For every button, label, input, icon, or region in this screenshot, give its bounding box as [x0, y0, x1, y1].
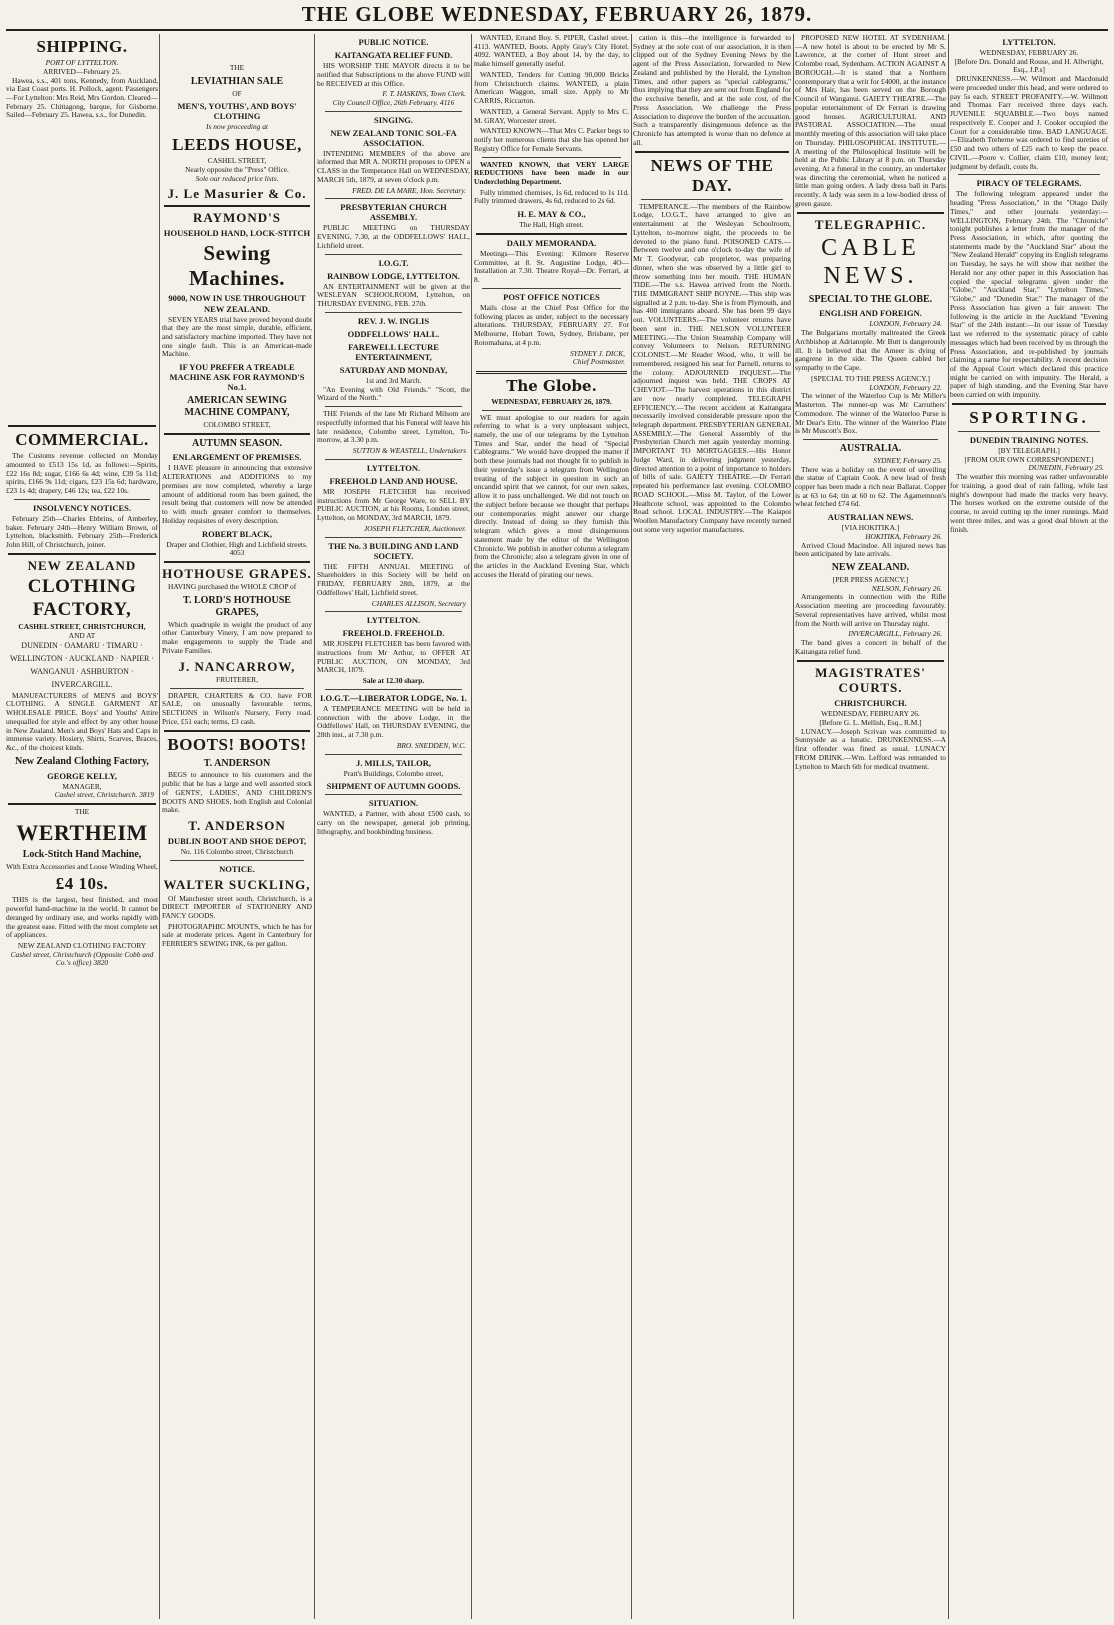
- shipping-filler: [6, 122, 158, 422]
- reductions: WANTED KNOWN, that VERY LARGE REDUCTIONS have been made in our Underclothing Department.: [474, 159, 629, 187]
- austral-news: AUSTRALIAN NEWS.: [827, 512, 914, 523]
- sydney-date: SYDNEY, February 25.: [873, 455, 942, 465]
- globe-nameplate: The Globe.: [506, 377, 597, 396]
- lyttelton-before: [Before Drs. Donald and Rouse, and H. Allwright, Esq., J.P.s]: [954, 56, 1104, 75]
- post-text: Mails close at the Chief Post Office for the following places as under, subject to the necessary alterations. THURSDAY, FEBRUARY 27. For Melbourne, Hobart Town, Sydney, Brisbane, per Rotomahana, at 4 p.m.: [474, 302, 629, 347]
- presby-text: PUBLIC MEETING on THURSDAY EVENING, 7.30, at the ODDFELLOWS' HALL, Lichfield street.: [317, 223, 470, 250]
- clothing-heading-1: NEW ZEALAND: [27, 557, 137, 573]
- sutton: SUTTON & WEASTELL, Undertakers: [352, 446, 466, 456]
- clothing-address: CASHEL STREET, CHRISTCHURCH,: [18, 622, 146, 631]
- saturday: SATURDAY AND MONDAY,: [339, 364, 448, 375]
- public-notice: PUBLIC NOTICE.: [358, 37, 429, 47]
- insolvency-heading: INSOLVENCY NOTICES.: [32, 502, 132, 513]
- nelson-date: NELSON, February 26.: [871, 583, 942, 593]
- iogt: I.O.G.T.: [378, 257, 409, 268]
- lyttelton-head: LYTTELTON.: [1002, 37, 1056, 47]
- march: 1st and 3rd March.: [365, 375, 422, 385]
- telegraphic: TELEGRAPHIC.: [814, 216, 927, 232]
- column-6: [795, 34, 946, 1619]
- wertheim-price: £4 10s.: [55, 874, 109, 894]
- nancarrow-trade: FRUITERER,: [215, 674, 259, 684]
- nancarrow: J. NANCARROW,: [178, 658, 296, 674]
- snedden: BRO. SNEDDEN, W.C.: [396, 740, 466, 750]
- masthead-rule: [6, 29, 1108, 31]
- column-divider: [948, 34, 949, 1619]
- leeds-opp: Nearly opposite the "Press" Office.: [185, 164, 289, 174]
- wertheim-sub2: With Extra Accessories and Loose Winding Wheel,: [6, 861, 158, 871]
- london-date-2: LONDON, February 22.: [869, 382, 942, 392]
- black-addr: Draper and Clothier, High and Lichfield streets. 4053: [166, 539, 308, 558]
- photo-text: PHOTOGRAPHIC MOUNTS, which he has for sale at moderate prices. Agent in Canterbury for FERRIER'S SEWING INK, 6s per gallon.: [162, 921, 312, 949]
- may: H. E. MAY & CO.,: [517, 209, 586, 220]
- invercargill-date: INVERCARGILL, February 26.: [848, 629, 942, 639]
- grapes-heading: HOTHOUSE GRAPES.: [162, 566, 312, 581]
- column-divider: [793, 34, 794, 1619]
- autumn-heading: AUTUMN SEASON.: [191, 437, 282, 449]
- factory-footer-addr: Cashel street, Christchurch (Opposite Cobb and Co.'s office) 3820: [10, 949, 154, 968]
- wanted-text: WANTED, Errand Boy. S. PIPER, Cashel street. 4113. WANTED, Boots. Apply Gray's City Hotel. 4092. WANTED, a Boy about 14, by the day, to make himself generally useful.: [474, 34, 629, 69]
- hokitika-text: Arrived Cloud Macindoe. All injured news has been anticipated by late arrivals.: [795, 540, 946, 559]
- memoranda: DAILY MEMORANDA.: [506, 237, 597, 248]
- leviathan-heading: LEVIATHIAN SALE: [190, 75, 284, 87]
- chemises: Fully trimmed chemises, 1s 6d, reduced to 1s 11d. Fully trimmed drawers, 4s 6d, reduced to 2s 6d.: [474, 187, 629, 206]
- oddfellows: ODDFELLOWS' HALL.: [347, 328, 440, 339]
- freehold2: FREEHOLD. FREEHOLD.: [342, 628, 445, 639]
- mills-addr: Pratt's Buildings, Colombo street,: [343, 768, 444, 778]
- farewell: FAREWELL LECTURE ENTERTAINMENT,: [348, 341, 439, 362]
- cable-news: CABLE NEWS.: [821, 235, 920, 290]
- american-heading: AMERICAN SEWING MACHINE COMPANY,: [184, 395, 290, 419]
- clothing-manager: GEORGE KELLY,: [47, 770, 117, 781]
- clothing-towns: DUNEDIN · OAMARU · TIMARU · WELLINGTON · AUCKLAND · NAPIER · WANGANUI · ASHBURTON · INVERCARGILL.: [9, 641, 155, 689]
- wertheim-the: THE: [74, 807, 90, 817]
- leader-continued: cation is this—the intelligence is forwarded to Sydney at the sole cost of our association, it is then clipped out of the Sydney Evening News by the agent of the Press Association, forwarded to New Zealand and published by the Herald, the Lyttelton Times, and other papers as "special cablegrams," thus implying that they are sent out from England for the exclusive benefit, and at the sole cost, of the Press Association. We challenge the Press Association to disprove the burden of the accusation. Such a transparently disingenuous defence as the Chronicle has attempted is worse than no defence at all.: [633, 34, 791, 147]
- special-to-globe: SPECIAL TO THE GLOBE.: [808, 293, 933, 305]
- wanted-general: WANTED, a General Servant. Apply to Mrs C. M. GRAY, Worcester street.: [474, 106, 629, 125]
- leviathan-sub: MEN'S, YOUTHS', AND BOYS' CLOTHING: [177, 101, 297, 122]
- australia: AUSTRALIA.: [839, 443, 902, 454]
- situation-text: WANTED, a Partner, with about £500 cash, to carry on the newspaper, general job printing, lithography, and bookbinding business.: [317, 809, 470, 836]
- lyttelton: LYTTELTON.: [366, 462, 421, 473]
- aus-text: There was a holiday on the event of unveiling the statue of Captain Cook. A new lead of fresh copper has been made a rich near Ballarat. Copper is at 63 to 64; tin at 60 to 62. The Agamemnon's wheat fetched £74 6d.: [795, 464, 946, 509]
- piracy-text: The following telegram appeared under the heading "Press Association," in the "Otago Daily Times," and other journals yesterday:—WELLINGTON, February 24th. The "Chronicle" tonight publishes a letter from the manager of the Press Association, in which, after quoting the statements made by the "Auckland Star" about the "New Zealand Herald" copying its English telegrams on Tuesday, he says he will show that neither the Herald nor any other paper in this Association has copied the special telegrams given under the "Globe," "Auckland Star," "Lyttelton Times," "Globe," and "Dunedin Star." The manager of the Press Association has given a fair answer. The following is the article in the Auckland "Evening Star" of the 24th instant:—In our issue of Tuesday last we referred to the systematic piracy of cable messages which had been received by us through the Press Association, and re-published by journals claiming a name for respectability. A recent decision of the Appeal Court which declared this practice might be carried on with impunity. The Herald, a paper of high standing, and the Evening Star have been carried on with impunity.: [950, 189, 1108, 400]
- leeds-sole: Sole our reduced price lists.: [195, 173, 279, 183]
- boots-text: BEGS to announce to his customers and the public that he has a large and well assorted stock of GENTS', LADIES', AND CHILDREN'S BOOTS AND SHOES, both English and Colonial make.: [162, 770, 312, 815]
- masurier: J. Le Masurier & Co.: [167, 186, 307, 202]
- clothing-footer: New Zealand Clothing Factory,: [15, 755, 149, 767]
- funeral-text: THE Friends of the late Mr Richard Milsom are respectfully informed that his Funeral will leave his late residence, Colombo street, Lyttelton, To-morrow, at 3.30 p.m.: [317, 409, 470, 445]
- black: ROBERT BLACK,: [202, 528, 272, 539]
- anderson: T. ANDERSON: [203, 757, 271, 769]
- news-text: TEMPERANCE.—The members of the Rainbow Lodge, I.O.G.T., have arranged to give an entertainment at the Wesleyan Schoolroom, Lyttelton, to-morrow night, the proceeds to be devoted to the piano fund. POISONED CATS.—Between twelve and one o'clock to-day the wife of Mr T. Goodyear, cab proprietor, was preparing dinner, when she was observed by a little girl to throw something into her mouth. THE HUMAN TIDE.—The s.s. Hawea arrived from the North. THE IMMIGRANT SHIP BOYNE.—This ship was signalled at 2 p.m. to-day. She is from Plymouth, and has 400 immigrants aboard. She has been 99 days out. VOLUNTEERS.—The volunteer returns have been sent in. THE NELSON VOLUNTEER MEETING.—The Union Steamship Company will convey Volunteers to Nelson. RETURNING COLONIST.—Mr Reader Wood, who, it will be remembered, resigned his seat for Parnell, returns to the colony. ADJOURNED INQUEST.—The adjourned inquest was held. THE CROPS AT CHEVIOT.—The harvest operations in this district are now nearly completed. TELEGRAPH EFFICIENCY.—The recent accident at Kaitangata necessarily involved considerable pressure upon the telegraph department. PRESBYTERIAN GENERAL ASSEMBLY.—The General Assembly of the Presbyterian Church met again yesterday morning. IMPORTANT TO MORTGAGEES.—His Honor Judge Ward, in delivering judgment yesterday, directed attention to a point of importance to holders of bills of sale. GAIETY THEATRE.—Dr Ferrari repeated his performance last evening. COLOMBO ROAD SCHOOL.—Miss M. Taylor, of the Lower Heathcote school, was appointed to the Colombo Road school. LOCAL INDUSTRY.—The Kaiapoi Woollen Manufactory Company have recently turned out some very superior manufactures.: [633, 201, 791, 534]
- fletcher: JOSEPH FLETCHER, Auctioneer.: [363, 523, 466, 533]
- evening: "An Evening with Old Friends." "Scott, the Wizard of the North.": [317, 384, 470, 403]
- column-divider: [631, 34, 632, 1619]
- wanted-text2: WANTED, Tenders for Cutting 90,000 Bricks from Christchurch claims. WANTED, a plain American Waggon, small size. Apply to Mr CARRIS, Riccarton.: [474, 69, 629, 106]
- allison: CHARLES ALLISON, Secretary: [371, 598, 466, 608]
- arrived-label: ARRIVED—February 25.: [42, 66, 121, 76]
- leeds-house: LEEDS HOUSE,: [172, 135, 302, 155]
- london-date: LONDON, February 24.: [869, 319, 942, 329]
- draper-text: DRAPER, CHARTERS & CO. have FOR SALE, on unusually favourable terms, SECTIONS in Wilson's Nursery, Ferry road. Price, £51 each; terms, £3 cash.: [162, 690, 312, 726]
- globe-date: WEDNESDAY, FEBRUARY 26, 1879.: [491, 396, 612, 406]
- memo-text: Meetings—This Evening: Kilmore Reserve Committee, at 8. St. Augustine Lodge, 4O—Installation at 7.30. Theatre Royal—Dr. Ferrari, at 8.: [474, 248, 629, 285]
- rainbow: RAINBOW LODGE, LYTTELTON.: [327, 270, 460, 281]
- nz-press: [PER PRESS AGENCY.]: [832, 574, 909, 584]
- leeds-addr: CASHEL STREET,: [207, 156, 267, 166]
- commercial-heading: COMMERCIAL.: [15, 430, 149, 450]
- building-text: THE FIFTH ANNUAL MEETING of Shareholders in this Society will be held on FRIDAY, FEBRUARY 28th, 1879, at the Oddfellows' Hall, Lichfield street.: [317, 561, 470, 597]
- liberator: I.O.G.T.—LIBERATOR LODGE, No. 1.: [320, 692, 467, 703]
- column-3: [317, 34, 470, 1619]
- boots-heading: BOOTS! BOOTS!: [167, 734, 307, 754]
- council: City Council Office, 26th February. 4116: [332, 97, 455, 107]
- dublin-addr: No. 116 Colombo street, Christchurch: [180, 847, 294, 857]
- grapes-text2: Which quadruple in weight the product of any other Canterbury Vinery, I am now prepared to make engagements to supply the Trade and Private Families.: [162, 619, 312, 655]
- news-heading: NEWS OF THE DAY.: [650, 155, 774, 195]
- column-1: [6, 34, 158, 1619]
- raymond-sub: HOUSEHOLD HAND, LOCK-STITCH: [163, 227, 311, 238]
- commercial-text: The Customs revenue collected on Monday amounted to £513 15s 1d, as follows:—Spirits, £22 16s 8d; sugar, £166 6s 4d; wine, £39 5s 11d; spirits, £166 9s 11d; cigars, £23 15s 6d; hardware, £23 1s 4d; drapery, £46 12s; tea, £22 10s.: [6, 451, 158, 496]
- kaitangata-text: HIS WORSHIP THE MAYOR directs it to be notified that Subscriptions to the above FUND will be RECEIVED at this Office.: [317, 61, 470, 88]
- tonic-text: INTENDING MEMBERS of the above are informed that MR A. NORTH proposes to OPEN a CLASS in the Temperance Hall on WEDNESDAY, MARCH 5th, 1879, at seven o'clock p.m.: [317, 148, 470, 184]
- situation: SITUATION.: [368, 798, 419, 809]
- insolvency-text: February 25th—Charles Ebbrins, of Amberley, baker. February 24th—Henry William Brown, of Lyttelton, blacksmith. February 25th—Frederick John Hill, of Christchurch, joiner.: [6, 513, 158, 550]
- post-office: POST OFFICE NOTICES: [503, 291, 600, 302]
- cable-text: The Bulgarians mortally maltreated the Greek Archbishop at Adrianople. Mr Butt is dangerously ill. It is believed that the Ameer is dying of gangrene in the side. The Queen cabled her sympathy to the Cape.: [795, 328, 946, 373]
- raymond-text: SEVEN YEARS trial have proved beyond doubt that they are the most simple, durable, efficient, and satisfactory machine imported. They have not one single fault. This is an American-made Machine.: [162, 314, 312, 359]
- press-agency: [SPECIAL TO THE PRESS AGENCY.]: [811, 373, 930, 383]
- column-5: [633, 34, 791, 1619]
- lyttelton-text: DRUNKENNESS.—W. Wilmott and Macdonald were proceeded under this head, and were ordered to pay 5s each. STREET PROFANITY.—W. Willmott and Thomas Farr received three days each. JUVENILE SQUABBLE.—Two boys named respectively E. Cooper and J. Cooker occupied the Court for a considerable time. BAD LANGUAGE.—Elizabeth Treherne was ordered to find sureties of £50 and two others of £25 each to keep the peace. CIVIL.—Poore v. Collier, claim £10, money lent; judgment by default, costs 8s.: [950, 74, 1108, 171]
- fletcher-text: MR JOSEPH FLETCHER has received instructions from Mr George Ware, to SELL BY PUBLIC AUCTION, at his Rooms, London street, Lyttelton, on MONDAY, 3rd MARCH, 1879.: [317, 486, 470, 523]
- inglis: REV. J. W. INGLIS: [357, 315, 430, 326]
- news-text-2: PROPOSED NEW HOTEL AT SYDENHAM.—A new hotel is about to be erected by Mr S. Lawrence, at the corner of Hunt street and Colombo road, Sydenham. ACTION AGAINST A BOROUGH.—It is stated that a Northern contemporary that a writ for £4000, at the instance of Mrs Hair, has been served on the Borough Council of Wanganui. GAIETY THEATRE.—The popular entertainment of Dr Ferrari is drawing good houses. AGRICULTURAL AND PASTORAL ASSOCIATION.—The usual monthly meeting of this association will take place on Thursday. PHILOSOPHICAL INSTITUTE.—A meeting of the Philosophical Institute will be held at the Public Library at 8 p.m. on Thursday evening. At a funeral in the country, an undertaker was directing the ceremonial, when he noticed a little man going orders. A lady dress ball in Paris recently. A lady was seen in a low-bodied dress of green gauze.: [795, 34, 946, 208]
- raymond-ask: IF YOU PREFER A TREADLE MACHINE ASK FOR RAYMOND'S No.1.: [169, 362, 305, 393]
- english-foreign: ENGLISH AND FOREIGN.: [819, 308, 922, 319]
- column-4: [474, 34, 629, 1619]
- american-addr: COLOMBO STREET,: [203, 419, 271, 429]
- clothing-text: MANUFACTURERS of MEN'S and BOYS' CLOTHING. A SINGLE GARMENT AT WHOLESALE PRICE. Boys' and Youths' Attire unequalled for style and effect by any other house in New Zealand. Men's and Boys' Hats and Caps in immense variety. Hosiery, Shirts, Scarves, Braces, &c., of the choicest kinds.: [6, 690, 158, 753]
- kaitangata-heading: KAITANGATA RELIEF FUND.: [334, 50, 453, 61]
- wanted-known: WANTED KNOWN—That Mrs C. Parker begs to notify her numerous clients that she has opened her Registry Office for Female Servants.: [474, 126, 629, 153]
- hokitika-date: HOKITIKA, February 26.: [865, 531, 942, 541]
- suckling-text: Of Manchester street south, Christchurch, is a DIRECT IMPORTER of STATIONERY AND FANCY GOODS.: [162, 893, 312, 920]
- waterloo: The winner of the Waterloo Cup is Mr Miller's Masterton. The runner-up was Mr Carruthers' Commodore. The winner of the Waterloo Purse is Mr Dear's Erin. The winner of the Waterloo Plate is Mr Muscott's Box.: [795, 391, 946, 436]
- raymond-use: 9000, NOW IN USE THROUGHOUT NEW ZEALAND.: [168, 293, 306, 314]
- sporting-heading: SPORTING.: [969, 407, 1089, 427]
- leviathan-now: Is now proceeding at: [206, 122, 268, 132]
- sale: Sale at 12.30 sharp.: [362, 676, 425, 686]
- before: [Before G. L. Mellish, Esq., R.M.]: [819, 717, 922, 727]
- presby: PRESBYTERIAN CHURCH ASSEMBLY.: [340, 202, 447, 223]
- via: [VIA HOKITIKA.]: [841, 523, 900, 533]
- column-2: [162, 34, 312, 1619]
- de-la-mare: FRED. DE LA MARE, Hon. Secretary.: [352, 185, 466, 195]
- dublin: DUBLIN BOOT AND SHOE DEPOT,: [167, 836, 307, 847]
- mag-text: LUNACY.—Joseph Scrivan was committed to Sunnyside as a lunatic. DRUNKENNESS.—A first offender was fined as usual. LUNACY FROM DRINK.—Wm. Lefford was remanded to Lyttelton to March 6th for medical treatment.: [795, 726, 946, 771]
- shipping-heading: SHIPPING.: [36, 37, 128, 56]
- dick: SYDNEY J. DICK,: [569, 348, 625, 358]
- clothing-and-at: AND AT: [68, 630, 96, 640]
- freehold: FREEHOLD LAND AND HOUSE.: [329, 475, 458, 486]
- shipping-text: Hawea, s.s., 401 tons, Kennedy, from Auckland, via East Coast ports. H. Pollock, agent. Passengers—For Lyttelton: Mrs Reid, Mrs Gordon. Cleared—February 25. Chittagong, barque, for Gisborne. Sailed—February 25. Hawea, s.s., for Dunedin.: [6, 75, 158, 120]
- wertheim-heading: WERTHEIM: [16, 819, 148, 845]
- lyttelton2: LYTTELTON.: [366, 615, 421, 626]
- grapes-text: HAVING purchased the WHOLE CROP of: [168, 582, 297, 592]
- clothing-manager-title: MANAGER,: [62, 781, 102, 791]
- sewing-heading: Sewing Machines.: [188, 240, 286, 290]
- leviathan-of: OF: [232, 88, 242, 98]
- suckling: WALTER SUCKLING,: [163, 877, 311, 893]
- magistrates: MAGISTRATES' COURTS.: [815, 664, 926, 695]
- new-zealand: NEW ZEALAND.: [831, 562, 910, 574]
- piracy-heading: PIRACY OF TELEGRAMS.: [976, 178, 1082, 189]
- raymond-heading: RAYMOND'S: [193, 209, 281, 225]
- clothing-footer-addr: Cashel street, Christchurch. 3819: [54, 790, 154, 800]
- factory-footer: NEW ZEALAND CLOTHING FACTORY: [17, 941, 147, 951]
- leader-article: WE must apologise to our readers for again referring to what is a very unpleasant subject, namely, the use of our telegrams by the Lyttelton Times and Star, under the head of "Special Cablegrams." We would have dropped the matter if both these journals had not thought fit to publish in their yesterday's issue a telegram from Wellington treating of the subject in question in such an uncandid spirit that we cannot, for our own sakes, allow it to pass unchallenged. We did not touch on the subject before because we thought that perhaps our contemporaries might answer our charge directly. Instead of doing so they furnish this telegram which gives a most disingenuous statement made by the editor of the Wellington Chronicle. We publish in another column a telegram from the Chronicle; also a telegram given in one of the articles in the Auckland Evening Star, which accuses the Herald of pirating our news.: [474, 412, 629, 579]
- building: THE No. 3 BUILDING AND LAND SOCIETY.: [328, 540, 459, 561]
- dick-title: Chief Postmaster.: [572, 357, 625, 367]
- lord: T. LORD'S HOTHOUSE GRAPES,: [183, 595, 291, 618]
- shipment: SHIPMENT OF AUTUMN GOODS.: [326, 781, 461, 792]
- sporting-text: The weather this morning was rather unfavourable for training, a good deal of rain falling, while last night's downpour had made the tracks very heavy. The horses worked on the extreme outside of the course, to avoid cutting up the inner runnings. Maid went three miles, and was a good deal blown at the finish.: [950, 472, 1108, 534]
- leviathan-the: THE: [229, 63, 245, 72]
- notice: NOTICE.: [219, 864, 255, 875]
- singing: SINGING.: [374, 114, 413, 125]
- haskins: F. T. HASKINS, Town Clerk.: [382, 89, 466, 99]
- wertheim-sub: Lock-Stitch Hand Machine,: [22, 848, 142, 860]
- column-divider: [471, 34, 472, 1619]
- lyttelton-date: WEDNESDAY, FEBRUARY 26.: [979, 48, 1079, 58]
- autumn-text: I HAVE pleasure in announcing that extensive ALTERATIONS and ADDITIONS to my premises are now completed, whereby a large amount of additional room has been gained, the result being that customers will now be attended to with much greater comfort to themselves. Holiday requisites of every description.: [162, 463, 312, 525]
- training-heading: DUNEDIN TRAINING NOTES.: [969, 434, 1089, 445]
- invercargill-text: The band gives a concert in behalf of the Kaitangata relief fund.: [795, 638, 946, 656]
- port-line: PORT OF LYTTELTON.: [45, 58, 119, 68]
- by-telegraph: [BY TELEGRAPH.]: [998, 446, 1060, 455]
- column-divider: [159, 34, 160, 1619]
- anderson2: T. ANDERSON: [188, 818, 286, 834]
- clothing-heading-2: CLOTHING FACTORY,: [27, 576, 137, 620]
- autumn-sub: ENLARGEMENT OF PREMISES.: [172, 452, 302, 463]
- may-addr: The Hall, High street.: [519, 220, 584, 230]
- nz-text: Arrangements in connection with the Rifle Association meeting are proceeding favourably. Several representatives have arrived, whilst most from the North will arrive on Thursday night.: [795, 592, 946, 628]
- wednesday: WEDNESDAY, FEBRUARY 26.: [821, 709, 920, 719]
- liberator-text: A TEMPERANCE MEETING will be held in connection with the above Lodge, in the Oddfellows' Hall, on THURSDAY EVENING, the 28th inst., at 7.30 p.m.: [317, 703, 470, 740]
- column-divider: [314, 34, 315, 1619]
- mills: J. MILLS, TAILOR,: [355, 757, 432, 768]
- column-7: [950, 34, 1108, 1619]
- rainbow-text: AN ENTERTAINMENT will be given at the WESLEYAN SCHOOLROOM, Lyttelton, on THURSDAY EVENING, FEB. 27th.: [317, 281, 470, 309]
- wertheim-text: THIS is the largest, best finished, and most powerful hand-machine in the world. It cannot be deranged by ordinary use, and works rapidly with the greatest ease. Fitted with the most complete set of appliances.: [6, 895, 158, 940]
- tonic: NEW ZEALAND TONIC SOL-FA ASSOCIATION.: [330, 127, 457, 148]
- christchurch: CHRISTCHURCH.: [834, 698, 907, 709]
- own-correspondent: [FROM OUR OWN CORRESPONDENT.]: [964, 454, 1094, 464]
- fletcher-text2: MR JOSEPH FLETCHER has been favored with instructions from Mr Arthur, to OFFER AT PUBLIC AUCTION, ON MONDAY, 3rd MARCH, 1879.: [317, 639, 470, 675]
- dunedin-date: DUNEDIN, February 25.: [1028, 463, 1104, 473]
- masthead-title: THE GLOBE WEDNESDAY, FEBRUARY 26, 1879.: [301, 2, 813, 26]
